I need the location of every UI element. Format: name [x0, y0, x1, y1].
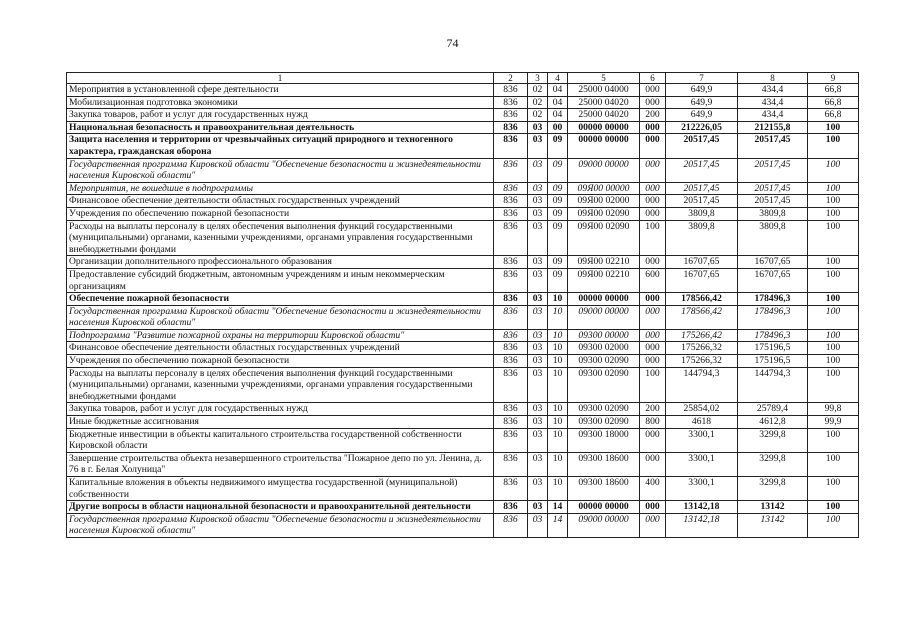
row-planned-cell: 16707,65: [666, 268, 738, 292]
header-row: [67, 73, 859, 84]
row-planned-cell: 3300,1: [666, 477, 738, 501]
table-row: [67, 220, 859, 256]
table-row: [67, 256, 859, 269]
row-subsection-cell: 09: [548, 207, 568, 220]
table-row: [67, 109, 859, 122]
row-subsection-cell: 14: [548, 513, 568, 537]
row-name-cell: Организации дополнительного профессионального образования: [67, 256, 494, 269]
row-expense-type-cell: 000: [640, 96, 666, 109]
header-cell-expense-type: 6: [640, 73, 666, 84]
table-row: [67, 158, 859, 182]
row-executed-cell: 20517,45: [738, 182, 808, 195]
row-expense-type-cell: 000: [640, 195, 666, 208]
row-ministry-cell: 836: [494, 207, 528, 220]
row-target-article-cell: 09Я00 02210: [568, 256, 640, 269]
row-percent-cell: 100: [808, 121, 859, 134]
row-executed-cell: 16707,65: [738, 256, 808, 269]
row-percent-cell: 100: [808, 355, 859, 368]
row-section-cell: 03: [528, 134, 548, 158]
table-row: [67, 367, 859, 403]
table-row: [67, 182, 859, 195]
row-ministry-cell: 836: [494, 268, 528, 292]
row-name-cell: Финансовое обеспечение деятельности областных государственных учреждений: [67, 195, 494, 208]
header-cell-section: 3: [528, 73, 548, 84]
row-ministry-cell: 836: [494, 195, 528, 208]
row-section-cell: 03: [528, 195, 548, 208]
row-ministry-cell: 836: [494, 158, 528, 182]
row-target-article-cell: 09300 02090: [568, 355, 640, 368]
row-ministry-cell: 836: [494, 329, 528, 342]
row-section-cell: 03: [528, 367, 548, 403]
row-ministry-cell: 836: [494, 477, 528, 501]
table-row: [67, 293, 859, 306]
row-name-cell: Государственная программа Кировской области "Обеспечение безопасности и жизнедеятельности населения Кировской области": [67, 305, 494, 329]
row-name-cell: Закупка товаров, работ и услуг для государственных нужд: [67, 403, 494, 416]
row-expense-type-cell: 000: [640, 452, 666, 476]
table-row: [67, 268, 859, 292]
row-executed-cell: 20517,45: [738, 195, 808, 208]
row-expense-type-cell: 000: [640, 84, 666, 97]
row-percent-cell: 100: [808, 501, 859, 514]
row-subsection-cell: 10: [548, 342, 568, 355]
row-target-article-cell: 25000 04020: [568, 96, 640, 109]
row-section-cell: 03: [528, 207, 548, 220]
row-ministry-cell: 836: [494, 293, 528, 306]
row-percent-cell: 99,9: [808, 416, 859, 429]
row-planned-cell: 20517,45: [666, 134, 738, 158]
header-cell-name: 1: [67, 73, 494, 84]
row-target-article-cell: 00000 00000: [568, 134, 640, 158]
table-row: [67, 452, 859, 476]
row-expense-type-cell: 000: [640, 256, 666, 269]
row-expense-type-cell: 000: [640, 329, 666, 342]
row-planned-cell: 20517,45: [666, 182, 738, 195]
row-executed-cell: 434,4: [738, 84, 808, 97]
row-subsection-cell: 10: [548, 329, 568, 342]
row-planned-cell: 3300,1: [666, 452, 738, 476]
table-row: [67, 134, 859, 158]
table-row: [67, 501, 859, 514]
row-expense-type-cell: 000: [640, 342, 666, 355]
row-planned-cell: 20517,45: [666, 158, 738, 182]
row-section-cell: 03: [528, 477, 548, 501]
row-expense-type-cell: 000: [640, 305, 666, 329]
row-name-cell: Государственная программа Кировской области "Обеспечение безопасности и жизнедеятельности населения Кировской области": [67, 513, 494, 537]
row-section-cell: 03: [528, 182, 548, 195]
table-row: [67, 305, 859, 329]
row-percent-cell: 100: [808, 513, 859, 537]
row-planned-cell: 16707,65: [666, 256, 738, 269]
row-expense-type-cell: 100: [640, 367, 666, 403]
row-planned-cell: 3809,8: [666, 220, 738, 256]
row-subsection-cell: 10: [548, 355, 568, 368]
row-percent-cell: 100: [808, 329, 859, 342]
row-target-article-cell: 09Я00 02090: [568, 207, 640, 220]
row-section-cell: 03: [528, 501, 548, 514]
row-ministry-cell: 836: [494, 342, 528, 355]
row-name-cell: Расходы на выплаты персоналу в целях обеспечения выполнения функций государственными (муниципальными) органами, казенными учреждениями, органами управления государственными внебюджетными фондами: [67, 367, 494, 403]
row-section-cell: 03: [528, 256, 548, 269]
row-executed-cell: 175196,5: [738, 342, 808, 355]
row-expense-type-cell: 000: [640, 428, 666, 452]
row-planned-cell: 3300,1: [666, 428, 738, 452]
row-subsection-cell: 10: [548, 477, 568, 501]
row-target-article-cell: 09300 18600: [568, 452, 640, 476]
row-section-cell: 03: [528, 293, 548, 306]
row-expense-type-cell: 600: [640, 268, 666, 292]
row-section-cell: 03: [528, 416, 548, 429]
row-executed-cell: 3299,8: [738, 452, 808, 476]
row-name-cell: Расходы на выплаты персоналу в целях обеспечения выполнения функций государственными (муниципальными) органами, казенными учреждениями, органами управления государственными внебюджетными фондами: [67, 220, 494, 256]
row-expense-type-cell: 400: [640, 477, 666, 501]
row-percent-cell: 100: [808, 195, 859, 208]
row-subsection-cell: 00: [548, 121, 568, 134]
row-section-cell: 03: [528, 268, 548, 292]
row-subsection-cell: 09: [548, 195, 568, 208]
row-target-article-cell: 09Я00 02000: [568, 195, 640, 208]
table-row: [67, 195, 859, 208]
row-expense-type-cell: 000: [640, 158, 666, 182]
row-name-cell: Предоставление субсидий бюджетным, автономным учреждениям и иным некоммерческим организациям: [67, 268, 494, 292]
row-target-article-cell: 09Я00 00000: [568, 182, 640, 195]
row-expense-type-cell: 000: [640, 134, 666, 158]
row-subsection-cell: 09: [548, 134, 568, 158]
row-planned-cell: 3809,8: [666, 207, 738, 220]
row-planned-cell: 13142,18: [666, 513, 738, 537]
row-target-article-cell: 09Я00 02210: [568, 268, 640, 292]
row-percent-cell: 100: [808, 452, 859, 476]
row-percent-cell: 100: [808, 342, 859, 355]
row-executed-cell: 178496,3: [738, 293, 808, 306]
row-ministry-cell: 836: [494, 367, 528, 403]
row-percent-cell: 100: [808, 207, 859, 220]
row-name-cell: Завершение строительства объекта незавершенного строительства "Пожарное депо по ул. Ленина, д. 76 в г. Белая Холуница": [67, 452, 494, 476]
row-expense-type-cell: 200: [640, 109, 666, 122]
page-number: 74: [446, 36, 459, 50]
budget-table: [66, 72, 859, 538]
row-section-cell: 03: [528, 355, 548, 368]
row-target-article-cell: 00000 00000: [568, 293, 640, 306]
row-section-cell: 03: [528, 220, 548, 256]
row-ministry-cell: 836: [494, 513, 528, 537]
row-planned-cell: 649,9: [666, 96, 738, 109]
row-subsection-cell: 04: [548, 96, 568, 109]
row-executed-cell: 212155,8: [738, 121, 808, 134]
row-target-article-cell: 25000 04020: [568, 109, 640, 122]
row-percent-cell: 100: [808, 367, 859, 403]
row-ministry-cell: 836: [494, 84, 528, 97]
row-executed-cell: 13142: [738, 501, 808, 514]
row-name-cell: Мероприятия, не вошедшие в подпрограммы: [67, 182, 494, 195]
header-cell-subsection: 4: [548, 73, 568, 84]
row-planned-cell: 144794,3: [666, 367, 738, 403]
row-target-article-cell: 09300 02000: [568, 342, 640, 355]
row-ministry-cell: 836: [494, 403, 528, 416]
row-target-article-cell: 09300 00000: [568, 329, 640, 342]
row-executed-cell: 3809,8: [738, 220, 808, 256]
row-percent-cell: 100: [808, 268, 859, 292]
row-executed-cell: 175196,5: [738, 355, 808, 368]
row-ministry-cell: 836: [494, 452, 528, 476]
table-row: [67, 84, 859, 97]
row-planned-cell: 25854,02: [666, 403, 738, 416]
row-percent-cell: 100: [808, 134, 859, 158]
row-name-cell: Мероприятия в установленной сфере деятельности: [67, 84, 494, 97]
row-section-cell: 03: [528, 342, 548, 355]
row-section-cell: 03: [528, 428, 548, 452]
row-subsection-cell: 09: [548, 268, 568, 292]
row-percent-cell: 66,8: [808, 96, 859, 109]
row-subsection-cell: 10: [548, 293, 568, 306]
row-section-cell: 02: [528, 84, 548, 97]
table-body: [67, 73, 859, 538]
table-row: [67, 121, 859, 134]
row-section-cell: 03: [528, 121, 548, 134]
row-target-article-cell: 09300 02090: [568, 403, 640, 416]
row-executed-cell: 3299,8: [738, 428, 808, 452]
row-executed-cell: 25789,4: [738, 403, 808, 416]
row-subsection-cell: 10: [548, 428, 568, 452]
row-percent-cell: 66,8: [808, 109, 859, 122]
row-percent-cell: 100: [808, 182, 859, 195]
row-planned-cell: 649,9: [666, 109, 738, 122]
row-executed-cell: 178496,3: [738, 329, 808, 342]
row-percent-cell: 100: [808, 220, 859, 256]
table-row: [67, 403, 859, 416]
row-executed-cell: 3809,8: [738, 207, 808, 220]
row-planned-cell: 4618: [666, 416, 738, 429]
row-target-article-cell: 09300 18000: [568, 428, 640, 452]
row-planned-cell: 178566,42: [666, 305, 738, 329]
row-name-cell: Учреждения по обеспечению пожарной безопасности: [67, 207, 494, 220]
row-percent-cell: 99,8: [808, 403, 859, 416]
row-ministry-cell: 836: [494, 305, 528, 329]
row-planned-cell: 212226,05: [666, 121, 738, 134]
row-planned-cell: 175266,32: [666, 355, 738, 368]
row-subsection-cell: 10: [548, 452, 568, 476]
row-name-cell: Капитальные вложения в объекты недвижимого имущества государственной (муниципальной) собственности: [67, 477, 494, 501]
row-expense-type-cell: 000: [640, 513, 666, 537]
row-name-cell: Национальная безопасность и правоохранительная деятельность: [67, 121, 494, 134]
row-target-article-cell: 25000 04000: [568, 84, 640, 97]
row-percent-cell: 100: [808, 428, 859, 452]
row-section-cell: 03: [528, 403, 548, 416]
row-executed-cell: 16707,65: [738, 268, 808, 292]
table-row: [67, 355, 859, 368]
row-ministry-cell: 836: [494, 355, 528, 368]
row-target-article-cell: 09Я00 02090: [568, 220, 640, 256]
row-executed-cell: 20517,45: [738, 134, 808, 158]
row-ministry-cell: 836: [494, 109, 528, 122]
row-subsection-cell: 10: [548, 367, 568, 403]
row-section-cell: 02: [528, 109, 548, 122]
row-expense-type-cell: 000: [640, 293, 666, 306]
row-subsection-cell: 14: [548, 501, 568, 514]
row-subsection-cell: 09: [548, 220, 568, 256]
row-executed-cell: 178496,3: [738, 305, 808, 329]
row-ministry-cell: 836: [494, 501, 528, 514]
header-cell-executed: 8: [738, 73, 808, 84]
row-executed-cell: 434,4: [738, 96, 808, 109]
row-ministry-cell: 836: [494, 134, 528, 158]
header-cell-target-article: 5: [568, 73, 640, 84]
row-target-article-cell: 09300 18600: [568, 477, 640, 501]
row-section-cell: 02: [528, 96, 548, 109]
row-name-cell: Закупка товаров, работ и услуг для государственных нужд: [67, 109, 494, 122]
row-target-article-cell: 00000 00000: [568, 501, 640, 514]
row-executed-cell: 4612,8: [738, 416, 808, 429]
row-subsection-cell: 09: [548, 182, 568, 195]
row-percent-cell: 100: [808, 293, 859, 306]
row-planned-cell: 649,9: [666, 84, 738, 97]
table-row: [67, 513, 859, 537]
row-expense-type-cell: 000: [640, 121, 666, 134]
row-planned-cell: 175266,42: [666, 329, 738, 342]
table-row: [67, 96, 859, 109]
table-row: [67, 416, 859, 429]
row-name-cell: Защита населения и территории от чрезвычайных ситуаций природного и техногенного характера, гражданская оборона: [67, 134, 494, 158]
row-executed-cell: 434,4: [738, 109, 808, 122]
row-name-cell: Другие вопросы в области национальной безопасности и правоохранительной деятельности: [67, 501, 494, 514]
row-executed-cell: 144794,3: [738, 367, 808, 403]
row-name-cell: Мобилизационная подготовка экономики: [67, 96, 494, 109]
row-target-article-cell: 09000 00000: [568, 513, 640, 537]
row-ministry-cell: 836: [494, 182, 528, 195]
header-cell-planned: 7: [666, 73, 738, 84]
row-executed-cell: 13142: [738, 513, 808, 537]
header-cell-ministry: 2: [494, 73, 528, 84]
row-name-cell: Финансовое обеспечение деятельности областных государственных учреждений: [67, 342, 494, 355]
row-subsection-cell: 04: [548, 109, 568, 122]
row-planned-cell: 175266,32: [666, 342, 738, 355]
table-row: [67, 428, 859, 452]
row-subsection-cell: 09: [548, 158, 568, 182]
row-name-cell: Учреждения по обеспечению пожарной безопасности: [67, 355, 494, 368]
row-executed-cell: 3299,8: [738, 477, 808, 501]
row-ministry-cell: 836: [494, 256, 528, 269]
row-target-article-cell: 00000 00000: [568, 121, 640, 134]
row-section-cell: 03: [528, 329, 548, 342]
row-name-cell: Подпрограмма "Развитие пожарной охраны на территории Кировской области": [67, 329, 494, 342]
row-percent-cell: 100: [808, 305, 859, 329]
table-row: [67, 342, 859, 355]
row-planned-cell: 178566,42: [666, 293, 738, 306]
row-ministry-cell: 836: [494, 96, 528, 109]
row-target-article-cell: 09300 02090: [568, 416, 640, 429]
row-subsection-cell: 10: [548, 416, 568, 429]
row-target-article-cell: 09000 00000: [568, 158, 640, 182]
row-expense-type-cell: 000: [640, 207, 666, 220]
table-row: [67, 329, 859, 342]
row-ministry-cell: 836: [494, 220, 528, 256]
row-expense-type-cell: 200: [640, 403, 666, 416]
row-target-article-cell: 09000 00000: [568, 305, 640, 329]
row-percent-cell: 66,8: [808, 84, 859, 97]
table-row: [67, 207, 859, 220]
row-expense-type-cell: 000: [640, 501, 666, 514]
table-row: [67, 477, 859, 501]
row-expense-type-cell: 000: [640, 355, 666, 368]
row-percent-cell: 100: [808, 477, 859, 501]
row-subsection-cell: 04: [548, 84, 568, 97]
row-percent-cell: 100: [808, 158, 859, 182]
row-subsection-cell: 10: [548, 403, 568, 416]
row-expense-type-cell: 800: [640, 416, 666, 429]
row-expense-type-cell: 000: [640, 182, 666, 195]
row-subsection-cell: 10: [548, 305, 568, 329]
row-name-cell: Обеспечение пожарной безопасности: [67, 293, 494, 306]
row-ministry-cell: 836: [494, 416, 528, 429]
row-section-cell: 03: [528, 305, 548, 329]
row-name-cell: Иные бюджетные ассигнования: [67, 416, 494, 429]
row-planned-cell: 13142,18: [666, 501, 738, 514]
row-ministry-cell: 836: [494, 428, 528, 452]
row-planned-cell: 20517,45: [666, 195, 738, 208]
row-ministry-cell: 836: [494, 121, 528, 134]
row-target-article-cell: 09300 02090: [568, 367, 640, 403]
row-percent-cell: 100: [808, 256, 859, 269]
row-section-cell: 03: [528, 452, 548, 476]
header-cell-percent: 9: [808, 73, 859, 84]
row-expense-type-cell: 100: [640, 220, 666, 256]
row-name-cell: Бюджетные инвестиции в объекты капитального строительства государственной собственности Кировской области: [67, 428, 494, 452]
row-section-cell: 03: [528, 158, 548, 182]
row-executed-cell: 20517,45: [738, 158, 808, 182]
row-section-cell: 03: [528, 513, 548, 537]
row-subsection-cell: 09: [548, 256, 568, 269]
row-name-cell: Государственная программа Кировской области "Обеспечение безопасности и жизнедеятельности населения Кировской области": [67, 158, 494, 182]
